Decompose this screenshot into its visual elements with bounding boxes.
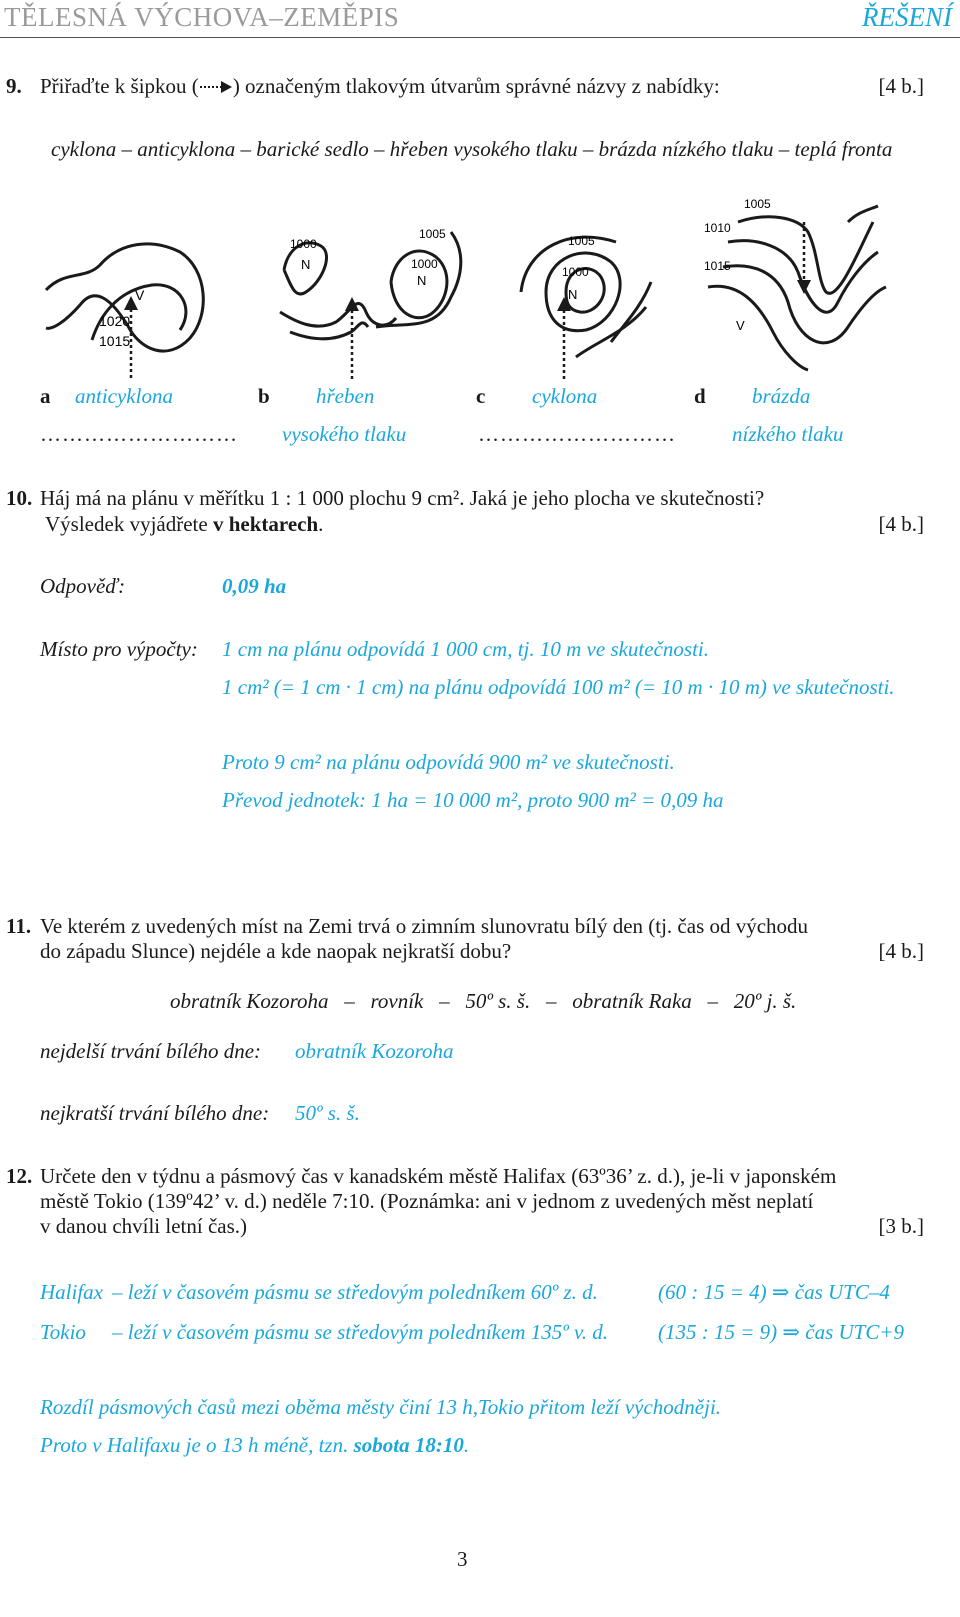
q11-text-line1: Ve kterém z uvedených míst na Zemi trvá o zimním slunovratu bílý den (tj. čas od východu <box>40 914 809 938</box>
q9-number: 9. <box>6 74 22 98</box>
q9-text: Přiřaďte k šipkou ( ) označeným tlakovým útvarům správné názvy z nabídky: <box>40 74 720 98</box>
q12-conclusion-line1: Rozdíl pásmových časů mezi oběma městy činí 13 h,Tokio přitom leží východněji. <box>40 1395 722 1419</box>
answer-d-line1: brázda <box>752 384 811 408</box>
svg-text:1015: 1015 <box>704 259 731 273</box>
answer-a-blank: ……………………… <box>40 422 238 446</box>
q11-shortest-answer: 50º s. š. <box>295 1101 360 1125</box>
q10-number: 10. <box>6 486 33 510</box>
solution-badge: ŘEŠENÍ <box>862 2 952 32</box>
svg-text:N: N <box>301 257 311 272</box>
page-number: 3 <box>457 1547 468 1571</box>
answer-c-blank: ……………………… <box>478 422 676 446</box>
q12-points: [3 b.] <box>878 1214 924 1238</box>
q10-text-line1: Háj má na plánu v měřítku 1 : 1 000 plochu 9 cm². Jaká je jeho plocha ve skutečnosti? <box>40 486 765 510</box>
q12-text-line1: Určete den v týdnu a pásmový čas v kanadském městě Halifax (63º36’ z. d.), je-li v japonském <box>40 1164 837 1188</box>
answer-letter-c: c <box>476 384 486 408</box>
svg-text:1015: 1015 <box>99 333 131 349</box>
q11-text-line2: do západu Slunce) nejdéle a kde naopak nejkratší dobu? <box>40 939 512 963</box>
map-d-trough <box>698 192 888 372</box>
q9-options: cyklona – anticyklona – barické sedlo – hřeben vysokého tlaku – brázda nízkého tlaku – teplá fronta <box>51 137 893 161</box>
answer-b-line1: hřeben <box>316 384 375 408</box>
q12-tokio-result: (135 : 15 = 9) ⇒ čas UTC+9 <box>658 1320 905 1344</box>
q12-tokio-text: – leží v časovém pásmu se středovým poledníkem 135º v. d. <box>112 1320 608 1344</box>
answer-d-line2: nízkého tlaku <box>732 422 844 446</box>
q10-answer: 0,09 ha <box>222 574 287 598</box>
header-divider <box>0 37 960 38</box>
q10-text-line2: Výsledek vyjádřete v hektarech. <box>45 512 324 536</box>
q12-halifax-text: – leží v časovém pásmu se středovým poledníkem 60º z. d. <box>112 1280 598 1304</box>
svg-text:1005: 1005 <box>568 234 595 248</box>
svg-text:N: N <box>417 273 427 288</box>
q12-halifax-city: Halifax <box>40 1280 103 1304</box>
svg-text:1000: 1000 <box>411 257 438 271</box>
q12-conclusion-line2: Proto v Halifaxu je o 13 h méně, tzn. sobota 18:10. <box>40 1433 470 1457</box>
q11-number: 11. <box>6 914 32 938</box>
answer-letter-b: b <box>258 384 270 408</box>
svg-text:1000: 1000 <box>562 265 589 279</box>
q10-points: [4 b.] <box>878 512 924 536</box>
q12-number: 12. <box>6 1164 33 1188</box>
q10-calc-line1: 1 cm na plánu odpovídá 1 000 cm, tj. 10 m ve skutečnosti. <box>222 637 709 661</box>
q11-options: obratník Kozoroha – rovník – 50º s. š. – obratník Raka – 20º j. š. <box>170 989 797 1013</box>
q10-answer-label: Odpověď: <box>40 574 126 598</box>
answer-letter-a: a <box>40 384 51 408</box>
q10-calc-label: Místo pro výpočty: <box>40 637 198 661</box>
svg-text:1005: 1005 <box>744 197 771 211</box>
dotted-arrow-icon <box>199 80 233 94</box>
implies-icon: ⇒ <box>771 1280 790 1304</box>
answer-b-line2: vysokého tlaku <box>282 422 407 446</box>
q12-text-line3: v danou chvíli letní čas.) <box>40 1214 248 1238</box>
subject-title: TĚLESNÁ VÝCHOVA–ZEMĚPIS <box>4 2 400 32</box>
svg-text:1020: 1020 <box>99 313 131 329</box>
svg-text:V: V <box>135 287 145 303</box>
svg-text:V: V <box>736 318 745 333</box>
answer-letter-d: d <box>694 384 706 408</box>
svg-text:N: N <box>568 287 578 302</box>
map-a-anticyclone <box>40 230 240 380</box>
q12-halifax-result: (60 : 15 = 4) ⇒ čas UTC–4 <box>658 1280 890 1304</box>
svg-text:1000: 1000 <box>290 237 317 251</box>
q11-longest-answer: obratník Kozoroha <box>295 1039 454 1063</box>
q11-shortest-label: nejkratší trvání bílého dne: <box>40 1101 270 1125</box>
q10-calc-line2: 1 cm² (= 1 cm · 1 cm) na plánu odpovídá 100 m² (= 10 m · 10 m) ve skutečnosti. <box>222 675 895 699</box>
q10-calc-line3: Proto 9 cm² na plánu odpovídá 900 m² ve skutečnosti. <box>222 750 675 774</box>
map-c-cyclone <box>516 222 716 382</box>
answer-a: anticyklona <box>75 384 173 408</box>
q11-points: [4 b.] <box>878 939 924 963</box>
svg-text:1005: 1005 <box>419 227 446 241</box>
svg-text:1010: 1010 <box>704 221 731 235</box>
q12-text-line2: městě Tokio (139º42’ v. d.) neděle 7:10. (Poznámka: ani v jednom z uvedených měst neplatí <box>40 1189 814 1213</box>
implies-icon: ⇒ <box>782 1320 801 1344</box>
q11-longest-label: nejdelší trvání bílého dne: <box>40 1039 262 1063</box>
answer-c: cyklona <box>532 384 598 408</box>
map-b-ridge <box>276 222 476 382</box>
q12-tokio-city: Tokio <box>40 1320 86 1344</box>
q10-calc-line4: Převod jednotek: 1 ha = 10 000 m², proto 900 m² = 0,09 ha <box>222 788 724 812</box>
q9-points: [4 b.] <box>878 74 924 98</box>
